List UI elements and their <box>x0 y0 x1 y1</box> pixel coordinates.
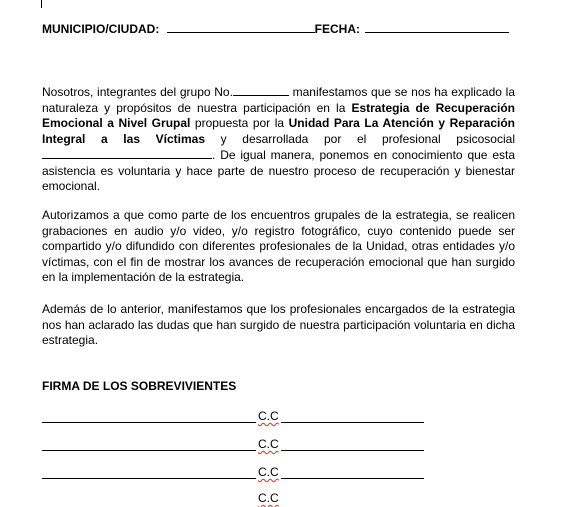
municipio-label: MUNICIPIO/CIUDAD: <box>42 22 160 36</box>
signature-row[interactable] <box>42 437 424 453</box>
group-number-blank <box>233 84 289 96</box>
cc-number-line[interactable] <box>281 466 424 479</box>
p1-text-developed: y desarrollada por el profesional psicosocial <box>205 131 515 146</box>
signature-row[interactable] <box>42 465 424 481</box>
signature-line[interactable] <box>42 438 256 451</box>
unit-name: Unidad Para La Atención y Reparación Integral a las Víctimas <box>42 116 515 146</box>
signature-line[interactable] <box>42 410 256 423</box>
psychosocial-professional-blank <box>42 147 212 159</box>
fecha-blank <box>365 21 509 33</box>
signature-row[interactable] <box>42 409 424 425</box>
strategy-name: Estrategia de Recuperación Emocional a Nivel Grupal <box>42 100 515 130</box>
consent-paragraph-2: Autorizamos a que como parte de los encuentros grupales de la estrategia, se realicen grabaciones en audio y/o video, y/o registro fotográfico, cuyo contenido puede ser compartido y/o difundido con diferentes profesionales de la Unidad, otras entidades y/o víctimas, con el fin de mostrar los avances de recuperación emocional que han surgido en la implementación de la estrategia. <box>42 208 515 284</box>
header-line <box>42 21 509 36</box>
cc-label: C.C <box>258 491 279 505</box>
p1-text-start: Nosotros, integrantes del grupo No. <box>42 85 233 99</box>
p1-text-mid: manifestamos que se nos ha explicado la naturaleza y propósitos de nuestra participación en la <box>42 85 515 115</box>
cc-number-line[interactable] <box>281 493 424 505</box>
cc-number-line[interactable] <box>281 438 424 451</box>
consent-paragraph-3: Además de lo anterior, manifestamos que los profesionales encargados de la estrategia nos han aclarado las dudas que han surgido de nuestra participación voluntaria en dicha estrategia. <box>42 302 515 347</box>
signature-row[interactable] <box>42 491 424 507</box>
municipio-blank <box>167 21 315 33</box>
p1-text-proposed: propuesta por la <box>190 116 289 130</box>
consent-paragraph-1 <box>42 84 515 195</box>
cc-label: C.C <box>258 409 279 423</box>
p1-text-end: . De igual manera, ponemos en conocimiento que esta asistencia es voluntaria y hace parte de nuestro proceso de recuperación y bienestar emocional. <box>42 148 515 193</box>
cc-label: C.C <box>258 465 279 479</box>
signature-line[interactable] <box>42 493 256 505</box>
cc-label: C.C <box>258 437 279 451</box>
cc-number-line[interactable] <box>281 410 424 423</box>
text-cursor <box>41 0 42 8</box>
fecha-label: FECHA: <box>314 22 360 36</box>
signature-line[interactable] <box>42 466 256 479</box>
signatures-title: FIRMA DE LOS SOBREVIVIENTES <box>42 379 237 393</box>
